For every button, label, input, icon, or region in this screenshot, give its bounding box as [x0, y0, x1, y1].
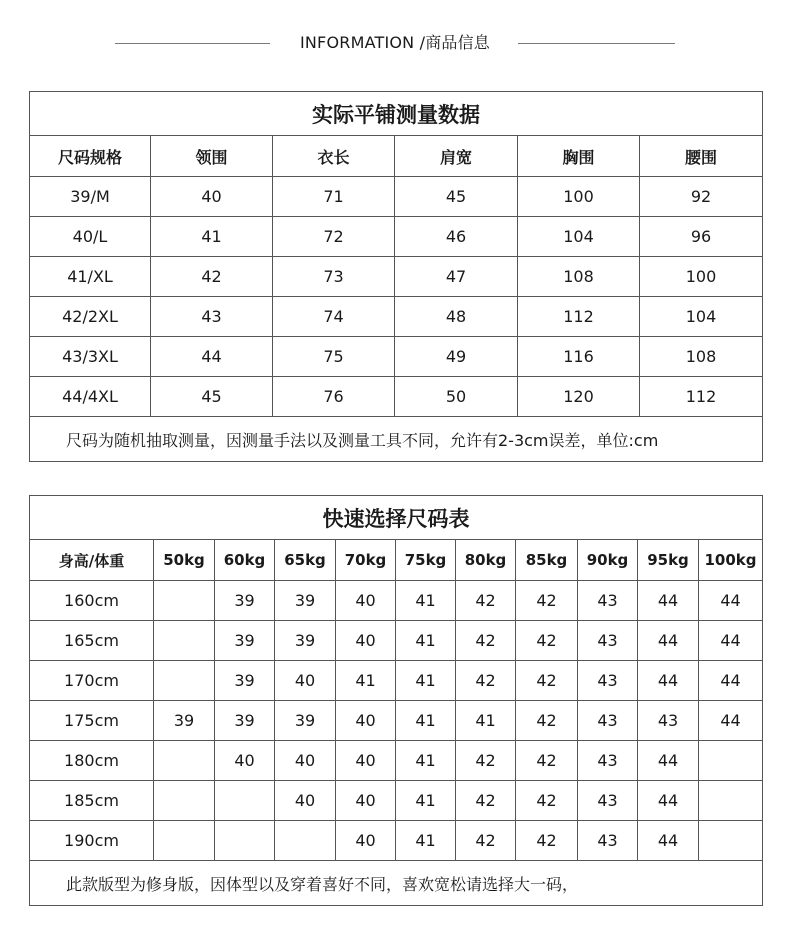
size-guide-cell: [215, 821, 275, 861]
size-guide-cell: [154, 741, 215, 781]
size-guide-cell: 40: [275, 661, 336, 701]
size-guide-cell: 40: [336, 701, 396, 741]
size-guide-cell: 41: [396, 581, 456, 621]
size-guide-cell: 40: [336, 621, 396, 661]
size-guide-cell: 42: [456, 821, 516, 861]
size-guide-cell: 43: [638, 701, 699, 741]
measure-column-header: 尺码规格: [30, 136, 151, 177]
table-row: [30, 621, 763, 661]
measure-cell: 49: [395, 337, 518, 377]
size-guide-cell: 44: [699, 701, 763, 741]
measure-cell: 41/XL: [30, 257, 151, 297]
size-guide-cell: 175cm: [30, 701, 154, 741]
measure-cell: 43: [151, 297, 273, 337]
measure-cell: 104: [518, 217, 640, 257]
measure-cell: 42: [151, 257, 273, 297]
measure-column-header: 领围: [151, 136, 273, 177]
size-guide-cell: 165cm: [30, 621, 154, 661]
size-guide-cell: 41: [396, 741, 456, 781]
size-guide-cell: 40: [275, 741, 336, 781]
table-row: [30, 741, 763, 781]
size-guide-cell: [699, 821, 763, 861]
size-guide-cell: 44: [638, 781, 699, 821]
size-guide-cell: 41: [456, 701, 516, 741]
size-guide-title: 快速选择尺码表: [30, 496, 763, 540]
size-guide-cell: 39: [275, 701, 336, 741]
size-guide-cell: [154, 661, 215, 701]
size-guide-cell: 39: [215, 581, 275, 621]
size-guide-table: [29, 495, 763, 906]
size-guide-cell: 43: [578, 701, 638, 741]
size-guide-cell: 41: [396, 701, 456, 741]
measure-cell: 120: [518, 377, 640, 417]
size-guide-cell: 44: [638, 621, 699, 661]
measure-cell: 100: [518, 177, 640, 217]
measure-cell: 43/3XL: [30, 337, 151, 377]
size-guide-cell: 42: [516, 661, 578, 701]
measure-cell: 71: [273, 177, 395, 217]
measure-cell: 100: [640, 257, 763, 297]
size-guide-cell: 44: [699, 581, 763, 621]
size-guide-cell: 43: [578, 581, 638, 621]
size-guide-cell: [154, 821, 215, 861]
size-guide-cell: 43: [578, 741, 638, 781]
measure-cell: 44: [151, 337, 273, 377]
measure-cell: 104: [640, 297, 763, 337]
measure-cell: 116: [518, 337, 640, 377]
size-guide-column-header: 70kg: [336, 540, 396, 581]
measure-cell: 48: [395, 297, 518, 337]
measure-note: 尺码为随机抽取测量，因测量手法以及测量工具不同，允许有2-3cm误差，单位:cm: [30, 417, 763, 462]
size-guide-cell: 43: [578, 661, 638, 701]
size-guide-cell: 43: [578, 781, 638, 821]
size-guide-column-header: 50kg: [154, 540, 215, 581]
measure-column-header: 衣长: [273, 136, 395, 177]
size-guide-cell: 40: [336, 741, 396, 781]
size-guide-cell: [699, 781, 763, 821]
size-guide-cell: 42: [516, 581, 578, 621]
size-guide-cell: 44: [638, 821, 699, 861]
size-guide-cell: 41: [396, 781, 456, 821]
size-guide-column-header: 85kg: [516, 540, 578, 581]
measure-cell: 44/4XL: [30, 377, 151, 417]
size-guide-cell: [154, 781, 215, 821]
size-guide-cell: 40: [336, 781, 396, 821]
size-guide-cell: [215, 781, 275, 821]
size-guide-cell: 41: [396, 621, 456, 661]
table-row: [30, 257, 763, 297]
size-guide-cell: 42: [516, 621, 578, 661]
size-guide-cell: 160cm: [30, 581, 154, 621]
measure-cell: 96: [640, 217, 763, 257]
size-guide-cell: 39: [154, 701, 215, 741]
page-header: [0, 28, 790, 58]
size-guide-column-header: 75kg: [396, 540, 456, 581]
size-guide-cell: 44: [699, 621, 763, 661]
size-guide-cell: 44: [638, 581, 699, 621]
measurement-table: [29, 91, 763, 462]
size-guide-cell: 43: [578, 821, 638, 861]
size-guide-cell: 39: [275, 621, 336, 661]
measure-cell: 40: [151, 177, 273, 217]
size-guide-cell: 41: [336, 661, 396, 701]
measure-cell: 75: [273, 337, 395, 377]
size-guide-cell: 41: [396, 661, 456, 701]
measure-column-header: 肩宽: [395, 136, 518, 177]
size-guide-cell: 185cm: [30, 781, 154, 821]
size-guide-cell: 44: [699, 661, 763, 701]
measure-cell: 74: [273, 297, 395, 337]
size-guide-cell: 39: [215, 621, 275, 661]
header-divider-left: [115, 43, 270, 44]
size-guide-cell: 42: [456, 741, 516, 781]
size-guide-column-header: 80kg: [456, 540, 516, 581]
measure-cell: 45: [395, 177, 518, 217]
table-row: [30, 661, 763, 701]
size-guide-cell: 42: [456, 781, 516, 821]
measure-column-header: 腰围: [640, 136, 763, 177]
size-guide-cell: 42: [516, 821, 578, 861]
measure-cell: 108: [640, 337, 763, 377]
size-guide-cell: 43: [578, 621, 638, 661]
measure-cell: 108: [518, 257, 640, 297]
measure-cell: 92: [640, 177, 763, 217]
measure-cell: 42/2XL: [30, 297, 151, 337]
table-row: [30, 581, 763, 621]
size-guide-cell: 180cm: [30, 741, 154, 781]
measure-cell: 47: [395, 257, 518, 297]
table-row: [30, 337, 763, 377]
size-guide-cell: 170cm: [30, 661, 154, 701]
measure-title: 实际平铺测量数据: [30, 92, 763, 136]
table-row: [30, 177, 763, 217]
size-guide-cell: 40: [215, 741, 275, 781]
size-guide-cell: 39: [275, 581, 336, 621]
table-row: [30, 701, 763, 741]
measure-cell: 45: [151, 377, 273, 417]
measure-cell: 73: [273, 257, 395, 297]
table-row: [30, 297, 763, 337]
measure-cell: 112: [640, 377, 763, 417]
measure-cell: 46: [395, 217, 518, 257]
measure-cell: 72: [273, 217, 395, 257]
size-guide-cell: 44: [638, 661, 699, 701]
measure-cell: 112: [518, 297, 640, 337]
size-guide-cell: 190cm: [30, 821, 154, 861]
size-guide-cell: 39: [215, 701, 275, 741]
table-row: [30, 217, 763, 257]
size-guide-cell: 41: [396, 821, 456, 861]
size-guide-column-header: 90kg: [578, 540, 638, 581]
measure-column-header: 胸围: [518, 136, 640, 177]
size-guide-cell: 44: [638, 741, 699, 781]
size-guide-cell: 42: [456, 581, 516, 621]
page-title: INFORMATION /商品信息: [299, 33, 491, 52]
size-guide-cell: [154, 621, 215, 661]
measure-cell: 39/M: [30, 177, 151, 217]
measure-cell: 40/L: [30, 217, 151, 257]
header-divider-right: [518, 43, 675, 44]
size-guide-cell: 40: [336, 821, 396, 861]
measure-cell: 41: [151, 217, 273, 257]
table-row: [30, 781, 763, 821]
size-guide-cell: 42: [516, 741, 578, 781]
size-guide-cell: [699, 741, 763, 781]
size-guide-cell: [154, 581, 215, 621]
measure-cell: 76: [273, 377, 395, 417]
size-guide-cell: 40: [275, 781, 336, 821]
size-guide-cell: 42: [456, 661, 516, 701]
size-guide-column-header: 95kg: [638, 540, 699, 581]
measure-cell: 50: [395, 377, 518, 417]
size-guide-cell: 42: [516, 781, 578, 821]
size-guide-cell: [275, 821, 336, 861]
size-guide-cell: 42: [516, 701, 578, 741]
size-guide-column-header: 100kg: [699, 540, 763, 581]
size-guide-cell: 42: [456, 621, 516, 661]
size-guide-column-header: 身高/体重: [30, 540, 154, 581]
size-guide-column-header: 60kg: [215, 540, 275, 581]
size-guide-note: 此款版型为修身版，因体型以及穿着喜好不同，喜欢宽松请选择大一码，: [30, 861, 763, 906]
table-row: [30, 821, 763, 861]
size-guide-column-header: 65kg: [275, 540, 336, 581]
table-row: [30, 377, 763, 417]
size-guide-cell: 40: [336, 581, 396, 621]
size-guide-cell: 39: [215, 661, 275, 701]
